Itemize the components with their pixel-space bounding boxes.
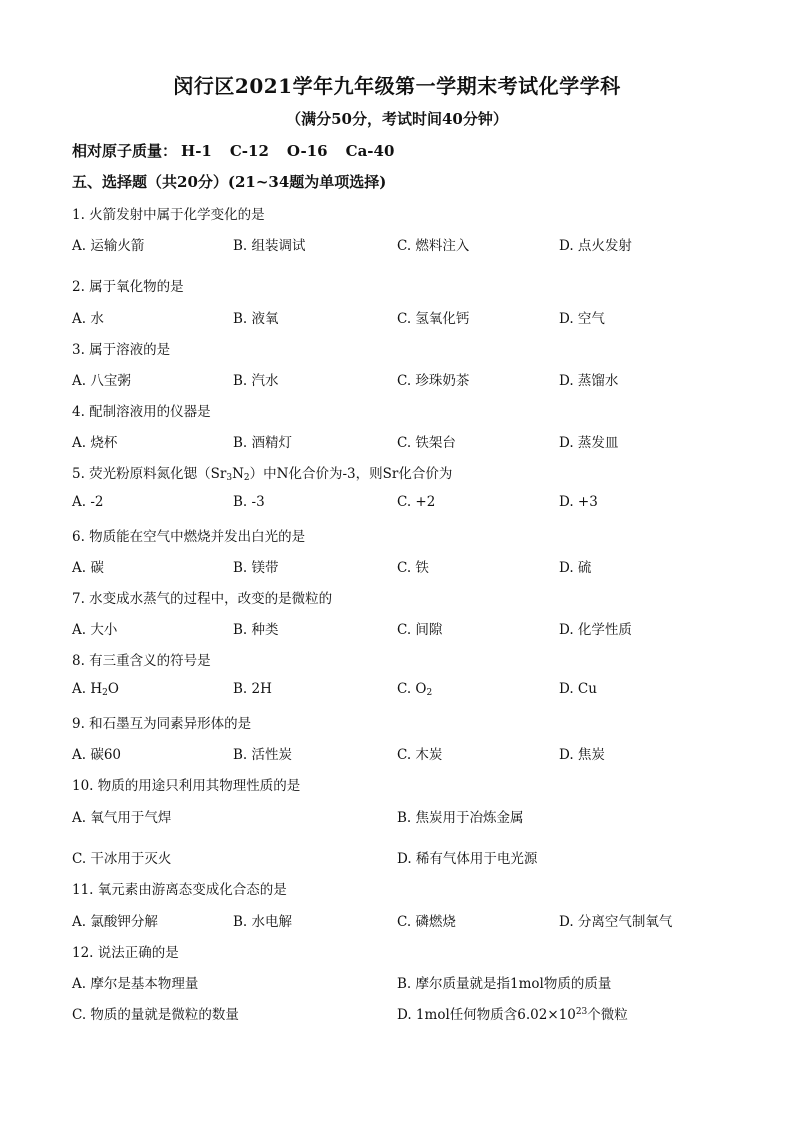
option-b: B. 摩尔质量就是指1mol物质的质量: [397, 976, 612, 992]
atomic-masses-label: 相对原子质量：: [72, 142, 178, 160]
option-b: B. 焦炭用于冶炼金属: [397, 810, 524, 826]
atomic-mass-o: O-16: [286, 142, 328, 160]
question-9-stem: 9. 和石墨互为同素异形体的是: [72, 716, 252, 732]
option-c: C. 燃料注入: [397, 238, 470, 254]
option-d: D. +3: [559, 494, 598, 510]
option-d: D. 分离空气制氧气: [559, 914, 673, 930]
option-a: A. 氧气用于气焊: [72, 810, 172, 826]
question-12-stem: 12. 说法正确的是: [72, 945, 179, 961]
option-d: D. 硫: [559, 560, 592, 576]
option-b: B. -3: [233, 494, 265, 510]
option-a: A. 大小: [72, 622, 118, 638]
question-6-stem: 6. 物质能在空气中燃烧并发出白光的是: [72, 529, 306, 545]
section-heading: 五、选择题（共20分）(21~34题为单项选择): [72, 173, 387, 191]
option-c: C. 珍珠奶茶: [397, 373, 470, 389]
exam-title: 闵行区2021学年九年级第一学期末考试化学学科: [173, 74, 621, 98]
stem-part: N: [232, 466, 244, 482]
option-c: C. 干冰用于灭火: [72, 851, 172, 867]
option-d: D. 点火发射: [559, 238, 632, 254]
option-c: C. 物质的量就是微粒的数量: [72, 1007, 239, 1023]
option-b: B. 液氧: [233, 311, 279, 327]
stem-part: 5. 荧光粉原料氮化锶（Sr: [72, 466, 227, 482]
option-part: C. O: [397, 681, 427, 697]
question-3-stem: 3. 属于溶液的是: [72, 342, 171, 358]
option-c: [397, 681, 432, 698]
option-c: C. 铁架台: [397, 435, 456, 451]
option-d: D. 蒸馏水: [559, 373, 619, 389]
option-a: A. 氯酸钾分解: [72, 914, 158, 930]
option-d: D. Cu: [559, 681, 597, 697]
option-a: [72, 681, 119, 698]
option-a: A. 水: [72, 311, 104, 327]
stem-subscript: 3: [226, 473, 233, 483]
option-a: A. 运输火箭: [72, 238, 145, 254]
option-c: C. +2: [397, 494, 436, 510]
option-a: A. 烧杯: [72, 435, 118, 451]
question-1-stem: 1. 火箭发射中属于化学变化的是: [72, 207, 265, 223]
option-a: A. 碳60: [72, 747, 122, 763]
option-a: A. 摩尔是基本物理量: [72, 976, 199, 992]
question-7-stem: 7. 水变成水蒸气的过程中，改变的是微粒的: [72, 591, 333, 607]
option-c: C. 间隙: [397, 622, 443, 638]
option-d: [397, 1003, 628, 1023]
option-part: O: [107, 681, 119, 697]
option-d: D. 焦炭: [559, 747, 605, 763]
option-c: C. 木炭: [397, 747, 443, 763]
option-b: B. 组装调试: [233, 238, 306, 254]
option-a: A. 碳: [72, 560, 104, 576]
question-2-stem: 2. 属于氧化物的是: [72, 279, 184, 295]
atomic-mass-ca: Ca-40: [345, 142, 395, 160]
question-5-stem: [72, 462, 452, 483]
question-8-stem: 8. 有三重含义的符号是: [72, 653, 211, 669]
option-b: B. 酒精灯: [233, 435, 293, 451]
option-part: A. H: [72, 681, 103, 697]
option-a: A. 八宝粥: [72, 373, 131, 389]
option-b: B. 活性炭: [233, 747, 293, 763]
atomic-mass-h: H-1: [181, 142, 212, 160]
option-c: C. 氢氧化钙: [397, 311, 470, 327]
option-c: C. 铁: [397, 560, 429, 576]
option-d: D. 蒸发皿: [559, 435, 619, 451]
option-b: B. 水电解: [233, 914, 293, 930]
option-superscript: 23: [575, 1007, 588, 1017]
option-b: B. 种类: [233, 622, 279, 638]
atomic-masses: [72, 140, 412, 161]
stem-part: ）中N化合价为-3，则Sr化合价为: [249, 466, 453, 482]
option-d: D. 稀有气体用于电光源: [397, 851, 538, 867]
question-10-stem: 10. 物质的用途只利用其物理性质的是: [72, 778, 301, 794]
option-b: B. 2H: [233, 681, 272, 697]
option-subscript: 2: [426, 688, 433, 698]
option-d: D. 空气: [559, 311, 605, 327]
option-b: B. 汽水: [233, 373, 279, 389]
option-subscript: 2: [102, 688, 108, 698]
option-part: D. 1mol任何物质含6.02×10: [397, 1007, 576, 1023]
stem-subscript: 2: [243, 473, 250, 483]
exam-subtitle: （满分50分，考试时间40分钟）: [286, 110, 508, 128]
option-a: A. -2: [72, 494, 104, 510]
option-b: B. 镁带: [233, 560, 279, 576]
option-part: 个微粒: [587, 1007, 628, 1023]
option-d: D. 化学性质: [559, 622, 632, 638]
atomic-mass-c: C-12: [229, 142, 269, 160]
question-4-stem: 4. 配制溶液用的仪器是: [72, 404, 211, 420]
question-11-stem: 11. 氧元素由游离态变成化合态的是: [72, 882, 287, 898]
option-c: C. 磷燃烧: [397, 914, 456, 930]
